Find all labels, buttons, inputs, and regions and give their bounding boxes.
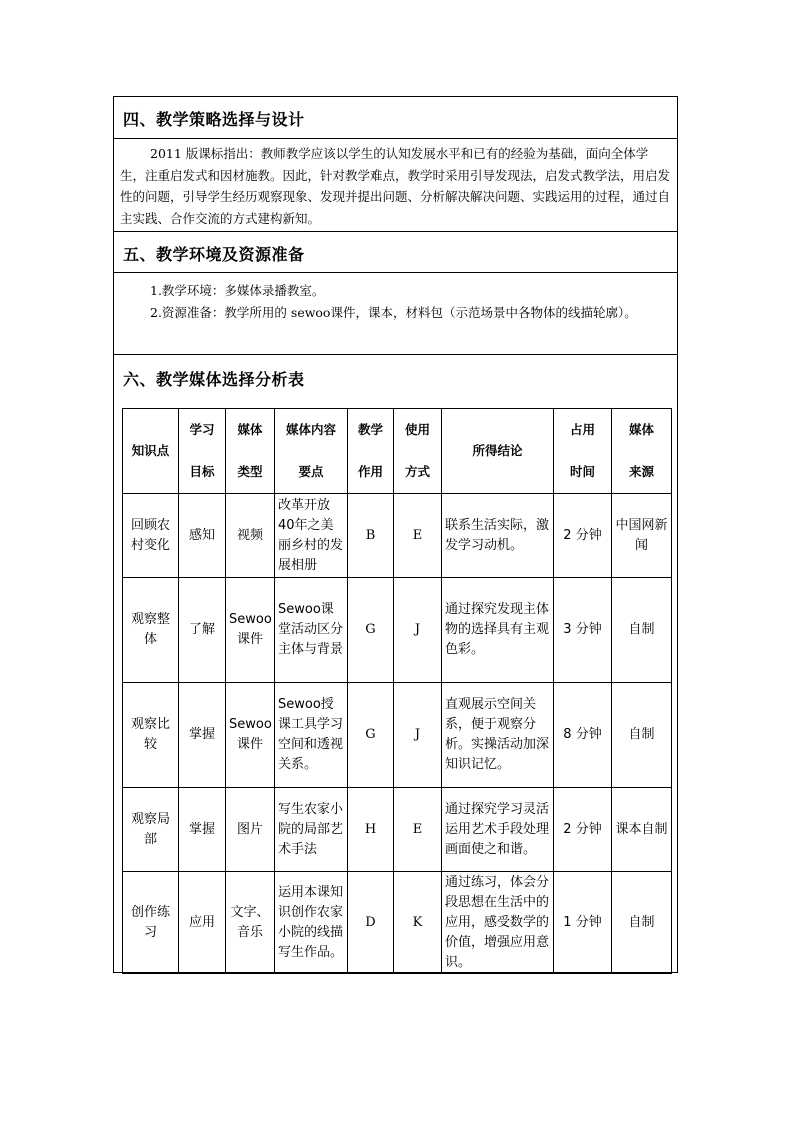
document-frame (113, 96, 678, 973)
cell-mode: E (394, 494, 442, 578)
cell-type: 文字、音乐 (226, 872, 275, 974)
cell-point: 观察整体 (123, 578, 179, 683)
cell-point: 观察比较 (123, 683, 179, 788)
cell-goal: 掌握 (179, 683, 226, 788)
col-header-content: 媒体内容 要点 (275, 409, 348, 494)
cell-role: D (348, 872, 394, 974)
cell-time: 1 分钟 (554, 872, 612, 974)
cell-type: Sewoo课件 (226, 578, 275, 683)
media-analysis-table (122, 408, 672, 974)
cell-role: G (348, 578, 394, 683)
cell-mode: J (394, 683, 442, 788)
cell-point: 观察局部 (123, 788, 179, 872)
cell-type: Sewoo课件 (226, 683, 275, 788)
cell-result: 联系生活实际，激发学习动机。 (442, 494, 554, 578)
section4-body (114, 139, 677, 232)
cell-goal: 应用 (179, 872, 226, 974)
cell-source: 中国网新闻 (612, 494, 672, 578)
cell-goal: 了解 (179, 578, 226, 683)
section5-item2 (120, 302, 672, 324)
section5-item1-text: 1.教学环境：多媒体录播教室。 (150, 283, 325, 298)
section6-heading: 六、教学媒体选择分析表 (123, 370, 305, 389)
cell-point: 回顾农村变化 (123, 494, 179, 578)
cell-mode: K (394, 872, 442, 974)
cell-result: 通过探究学习灵活运用艺术手段处理画面使之和谐。 (442, 788, 554, 872)
cell-time: 2 分钟 (554, 494, 612, 578)
cell-role: G (348, 683, 394, 788)
cell-content: Sewoo课堂活动区分主体与背景 (275, 578, 348, 683)
section5-item2-text: 2.资源准备：教学所用的 sewoo课件，课本，材料包（示范场景中各物体的线描轮廓）。 (150, 305, 637, 320)
cell-result: 直观展示空间关系，便于观察分析。实操活动加深知识记忆。 (442, 683, 554, 788)
cell-time: 8 分钟 (554, 683, 612, 788)
col-header-source: 媒体 来源 (612, 409, 672, 494)
cell-result: 通过探究发现主体物的选择具有主观色彩。 (442, 578, 554, 683)
section4-paragraph-text: 2011 版课标指出：教师教学应该以学生的认知发展水平和已有的经验为基础，面向全体学生，注重启发式和因材施教。因此，针对教学难点，教学时采用引导发现法，启发式教学法，用启发性的问题，引导学生经历观察现象、发现并提出问题、分析解决解决问题、实践运用的过程，通过自主实践、合作交流的方式建构新知。 (120, 146, 671, 226)
section4-heading: 四、教学策略选择与设计 (123, 110, 305, 129)
cell-goal: 感知 (179, 494, 226, 578)
table-row (123, 578, 672, 683)
cell-content: Sewoo授课工具学习空间和透视关系。 (275, 683, 348, 788)
cell-time: 2 分钟 (554, 788, 612, 872)
cell-goal: 掌握 (179, 788, 226, 872)
cell-result: 通过练习，体会分段思想在生活中的应用，感受数学的价值，增强应用意识。 (442, 872, 554, 974)
col-header-goal: 学习 目标 (179, 409, 226, 494)
table-row (123, 872, 672, 974)
cell-role: H (348, 788, 394, 872)
section5-item1 (120, 280, 672, 302)
cell-mode: J (394, 578, 442, 683)
cell-role: B (348, 494, 394, 578)
cell-source: 课本自制 (612, 788, 672, 872)
col-header-result: 所得结论 (442, 409, 554, 494)
table-row (123, 788, 672, 872)
col-header-mode: 使用 方式 (394, 409, 442, 494)
section5-body (114, 273, 677, 355)
section4-heading-row (114, 97, 677, 139)
section4-paragraph (120, 143, 672, 229)
cell-type: 图片 (226, 788, 275, 872)
cell-source: 自制 (612, 578, 672, 683)
table-row (123, 494, 672, 578)
table-row (123, 683, 672, 788)
cell-point: 创作练习 (123, 872, 179, 974)
cell-type: 视频 (226, 494, 275, 578)
table-header-row (123, 409, 672, 494)
cell-source: 自制 (612, 683, 672, 788)
col-header-time: 占用 时间 (554, 409, 612, 494)
cell-content: 改革开放40年之美丽乡村的发展相册 (275, 494, 348, 578)
cell-content: 写生农家小院的局部艺术手法 (275, 788, 348, 872)
section5-heading: 五、教学环境及资源准备 (123, 245, 305, 264)
col-header-type: 媒体 类型 (226, 409, 275, 494)
cell-content: 运用本课知识创作农家小院的线描写生作品。 (275, 872, 348, 974)
cell-mode: E (394, 788, 442, 872)
col-header-role: 教学 作用 (348, 409, 394, 494)
cell-time: 3 分钟 (554, 578, 612, 683)
cell-source: 自制 (612, 872, 672, 974)
section5-heading-row (114, 232, 677, 273)
col-header-point: 知识点 (123, 409, 179, 494)
